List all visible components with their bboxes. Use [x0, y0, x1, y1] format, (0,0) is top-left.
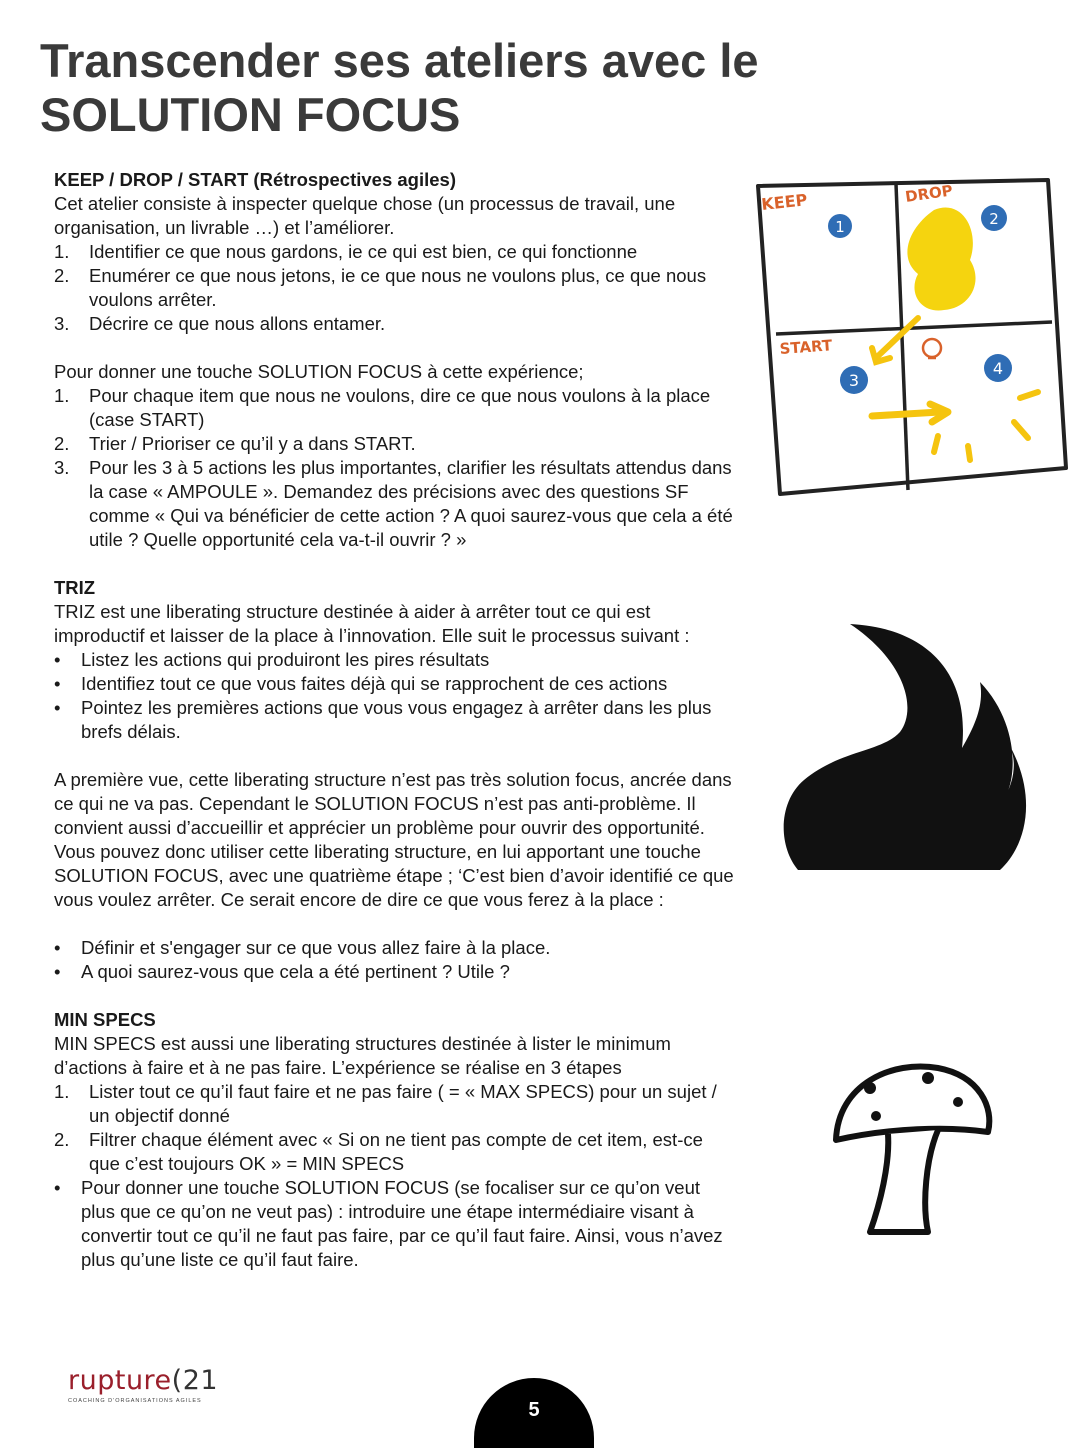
bullet-list	[54, 1176, 734, 1272]
section-min-specs	[54, 1008, 734, 1272]
company-logo: rupture(21 COACHING D'ORGANISATIONS AGILES	[68, 1365, 219, 1404]
page-title	[40, 34, 1040, 142]
solution-focus-intro: Pour donner une touche SOLUTION FOCUS à cette expérience;	[54, 361, 584, 382]
list-item: • Pour donner une touche SOLUTION FOCUS (se focaliser sur ce qu’on veut plus que ce qu’on ne veut pas) : introduire une étape intermédiaire visant à convertir tout ce qu’il ne faut pas faire, par ce qu’il faut faire. Ainsi, vous n’avez plus qu’une liste ce qu’il faut faire.	[54, 1177, 723, 1270]
main-content	[54, 168, 734, 1272]
list-item: 2. Enumérer ce que nous jetons, ie ce que nous ne voulons plus, ce que nous voulons arrêter.	[54, 265, 707, 310]
section-paragraph: A première vue, cette liberating structure n’est pas très solution focus, ancrée dans ce qui ne va pas. Cependant le SOLUTION FOCUS n’est pas anti-problème. Il convient aussi d’accueillir et apprécier un problème pour ouvrir des opportunité. Vous pouvez donc utiliser cette liberating structure, en lui apportant une touche SOLUTION FOCUS, avec une quatrième étape ; ‘C’est bien d’avoir identifié ce que vous voulez arrêter. Ce serait encore de dire ce que vous ferez à la place :	[54, 769, 734, 910]
list-item: 1. Lister tout ce qu’il faut faire et ne pas faire ( = « MAX SPECS) pour un sujet / un objectif donné	[54, 1081, 717, 1126]
list-item: 3. Pour les 3 à 5 actions les plus importantes, clarifier les résultats attendus dans la case « AMPOULE ». Demandez des précisions avec des questions SF comme « Qui va bénéficier de cette action ? A quoi saurez-vous que cela a été utile ? Quelle opportunité cela va-t-il ouvrir ? »	[54, 457, 733, 550]
list-item: 2. Filtrer chaque élément avec « Si on ne tient pas compte de cet item, est-ce que c’est toujours OK » = MIN SPECS	[54, 1129, 703, 1174]
list-item: • Listez les actions qui produiront les pires résultats	[54, 649, 490, 670]
section-heading: TRIZ	[54, 577, 96, 598]
bullet-list	[54, 648, 734, 744]
list-item: • Pointez les premières actions que vous vous engagez à arrêter dans les plus brefs délais.	[54, 697, 712, 742]
page-title-line-2: SOLUTION FOCUS	[40, 88, 461, 141]
board-label-keep: KEEP	[760, 190, 809, 214]
list-item: 3. Décrire ce que nous allons entamer.	[54, 313, 386, 334]
list-item: 1. Identifier ce que nous gardons, ie ce qui est bien, ce qui fonctionne	[54, 241, 638, 262]
flame-icon	[778, 620, 1034, 872]
svg-text:3: 3	[848, 371, 860, 390]
section-keep-drop-start	[54, 168, 734, 552]
numbered-list	[54, 240, 734, 336]
svg-text:2: 2	[989, 210, 999, 228]
section-heading: KEEP / DROP / START (Rétrospectives agiles)	[54, 169, 456, 190]
section-heading: MIN SPECS	[54, 1009, 156, 1030]
section-triz	[54, 576, 734, 984]
svg-text:4: 4	[992, 359, 1004, 378]
list-item: • A quoi saurez-vous que cela a été pertinent ? Utile ?	[54, 961, 510, 982]
list-item: 1. Pour chaque item que nous ne voulons, dire ce que nous voulons à la place (case START)	[54, 385, 711, 430]
section-intro: MIN SPECS est aussi une liberating structures destinée à lister le minimum d’actions à faire et à ne pas faire. L’expérience se réalise en 3 étapes	[54, 1033, 671, 1078]
numbered-list	[54, 1080, 734, 1176]
mushroom-icon	[828, 1054, 998, 1236]
list-item: • Définir et s'engager sur ce que vous allez faire à la place.	[54, 937, 551, 958]
list-item: • Identifiez tout ce que vous faites déjà qui se rapprochent de ces actions	[54, 673, 668, 694]
bullet-list	[54, 936, 734, 984]
list-item: 2. Trier / Prioriser ce qu’il y a dans START.	[54, 433, 416, 454]
page-number: 5	[474, 1378, 594, 1448]
board-label-start: START	[779, 336, 833, 358]
numbered-list	[54, 384, 734, 552]
keep-drop-start-board-illustration	[748, 172, 1074, 502]
svg-text:1: 1	[835, 218, 845, 236]
section-intro: Cet atelier consiste à inspecter quelque chose (un processus de travail, une organisation, un livrable …) et l’améliorer.	[54, 193, 676, 238]
section-intro: TRIZ est une liberating structure destinée à aider à arrêter tout ce qui est improductif et laisser de la place à l’innovation. Elle suit le processus suivant :	[54, 601, 690, 646]
board-label-drop: DROP	[904, 181, 954, 206]
page-title-line-1: Transcender ses ateliers avec le	[40, 34, 759, 87]
